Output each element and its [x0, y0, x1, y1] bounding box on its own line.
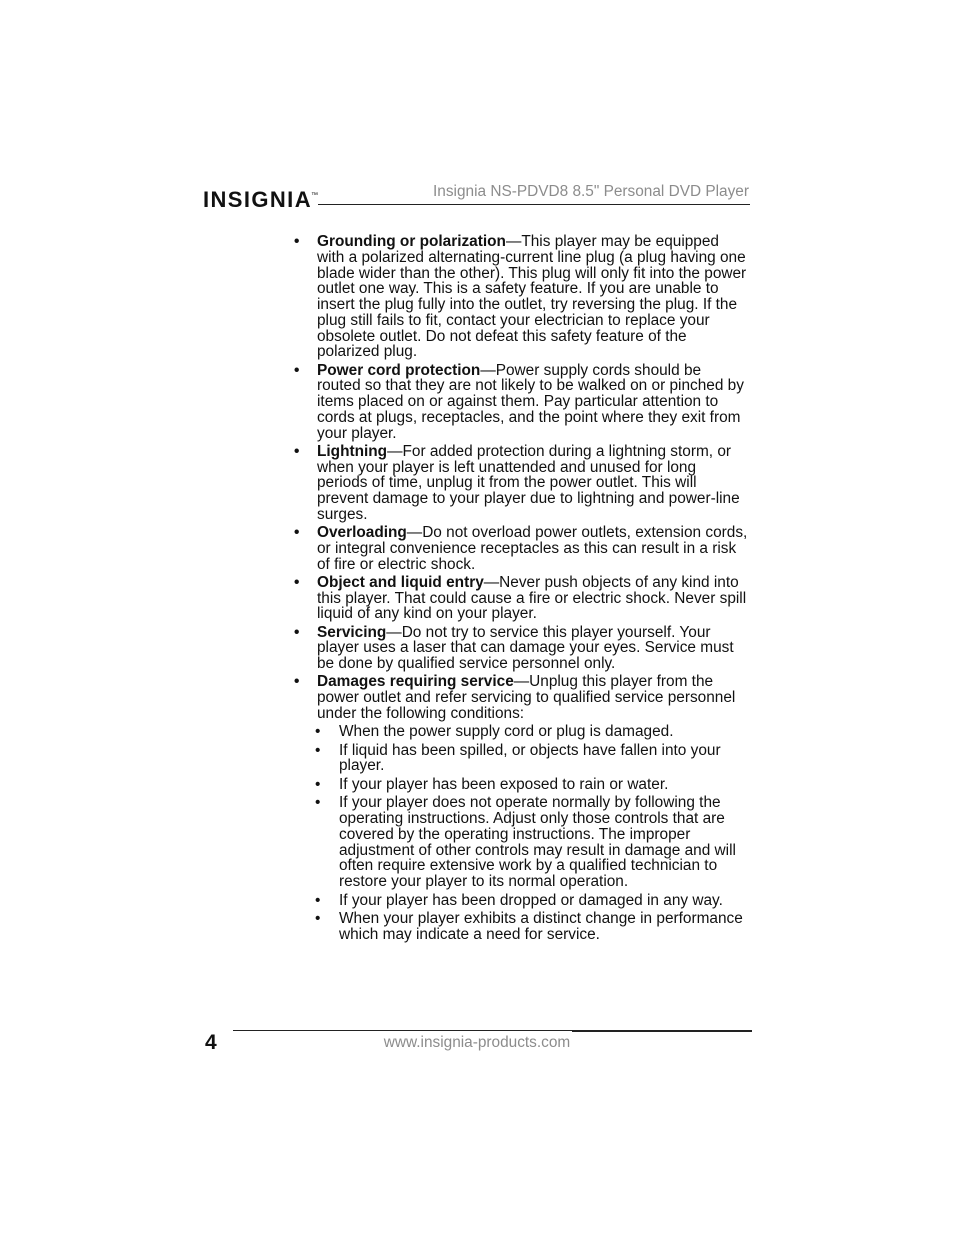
- page-number: 4: [205, 1031, 217, 1054]
- bullet-text-line: surges.: [317, 505, 368, 523]
- condition-text-line: If liquid has been spilled, or objects have fallen into your: [339, 741, 721, 759]
- bullet-term: Overloading: [317, 524, 407, 541]
- bullet-first-line: [317, 234, 754, 250]
- bullet-lead-text: —For added protection during a lightning storm, or: [387, 442, 732, 460]
- bullet-lead-text: —Do not overload power outlets, extension cords,: [406, 524, 748, 541]
- bullet-text-line: power outlet and refer servicing to qualified service personnel: [317, 689, 736, 706]
- bullet-icon: •: [294, 524, 300, 541]
- bullet-text-line: be done by qualified service personnel only.: [317, 655, 616, 672]
- condition-item: [315, 795, 754, 890]
- bullet-grounding-or-polarization: [294, 234, 754, 360]
- bullet-term: Lightning: [317, 442, 388, 460]
- bullet-object-and-liquid-entry: [294, 575, 754, 622]
- bullet-icon: •: [294, 573, 300, 591]
- bullet-lightning: [294, 444, 754, 523]
- bullet-text-line: of fire or electric shock.: [317, 555, 476, 573]
- bullet-icon: •: [315, 794, 321, 812]
- condition-item: [315, 777, 754, 793]
- condition-text-line: often require extensive work by a qualified technician to: [339, 857, 718, 875]
- bullet-text-line: outlet one way. This is a safety feature. If you are unable to: [317, 280, 719, 298]
- condition-text-line: which may indicate a need for service.: [339, 925, 600, 943]
- condition-list: [315, 724, 754, 943]
- bullet-icon: •: [315, 891, 321, 909]
- header-divider: [318, 204, 750, 205]
- bullet-text-line: this player. That could cause a fire or electric shock. Never spill: [317, 589, 747, 607]
- bullet-icon: •: [315, 775, 321, 793]
- trademark-symbol: ™: [311, 192, 318, 199]
- running-header-title: Insignia NS-PDVD8 8.5" Personal DVD Player: [433, 183, 749, 200]
- bullet-text-line: obsolete outlet. Do not defeat this safety feature of the: [317, 327, 687, 345]
- bullet-power-cord-protection: [294, 363, 754, 442]
- condition-item: [315, 724, 754, 740]
- condition-text-line: If your player has been exposed to rain or water.: [339, 775, 669, 793]
- condition-text-line: If your player does not operate normally by following the: [339, 794, 721, 812]
- bullet-text-line: or integral convenience receptacles as this can result in a risk: [317, 539, 737, 557]
- bullet-text-line: when your player is left unattended and unused for long: [317, 458, 697, 476]
- bullet-first-line: [317, 575, 754, 591]
- bullet-term: Object and liquid entry: [317, 573, 484, 591]
- condition-text-line: covered by the operating instructions. The improper: [339, 825, 691, 843]
- bullet-text-line: liquid of any kind on your player.: [317, 605, 537, 623]
- bullet-text-line: player uses a laser that can damage your eyes. Service must: [317, 639, 734, 657]
- bullet-lead-text: —This player may be equipped: [505, 233, 719, 250]
- bullet-term: Servicing: [317, 623, 387, 641]
- bullet-icon: •: [315, 741, 321, 759]
- bullet-icon: •: [294, 361, 300, 379]
- condition-text-line: restore your player to its normal operation.: [339, 873, 629, 891]
- bullet-text-line: insert the plug fully into the outlet, try reversing the plug. If the: [317, 296, 738, 313]
- bullet-text-line: blade wider than the other). This plug will only fit into the power: [317, 264, 747, 282]
- bullet-text-line: polarized plug.: [317, 343, 418, 361]
- bullet-term: Power cord protection: [317, 361, 481, 379]
- bullet-first-line: [317, 363, 754, 379]
- condition-item: [315, 911, 754, 943]
- bullet-lead-text: —Do not try to service this player yourself. Your: [386, 623, 711, 641]
- bullet-icon: •: [315, 910, 321, 928]
- condition-item: [315, 743, 754, 775]
- condition-text-line: player.: [339, 757, 385, 775]
- safety-instructions-list: [294, 234, 754, 943]
- bullet-text-line: plug still fails to fit, contact your electrician to replace your: [317, 311, 710, 329]
- condition-item: [315, 893, 754, 909]
- bullet-overloading: [294, 525, 754, 572]
- bullet-lead-text: —Power supply cords should be: [480, 361, 702, 379]
- bullet-first-line: [317, 525, 754, 541]
- bullet-text-line: periods of time, unplug it from the power outlet. This will: [317, 474, 697, 492]
- bullet-text-line: prevent damage to your player due to lightning and power-line: [317, 490, 740, 507]
- bullet-lead-text: —Never push objects of any kind into: [483, 573, 739, 591]
- bullet-icon: •: [294, 442, 300, 460]
- condition-text-line: If your player has been dropped or damaged in any way.: [339, 891, 723, 909]
- bullet-icon: •: [315, 723, 321, 740]
- condition-text-line: When the power supply cord or plug is damaged.: [339, 723, 674, 740]
- bullet-text-line: with a polarized alternating-current line plug (a plug having one: [317, 248, 746, 266]
- insignia-logo: [203, 184, 318, 212]
- bullet-term: Damages requiring service: [317, 673, 514, 691]
- bullet-text-line: routed so that they are not likely to be walked on or pinched by: [317, 377, 744, 395]
- bullet-servicing: [294, 625, 754, 672]
- bullet-text-line: cords at plugs, receptacles, and the point where they exit from: [317, 408, 741, 426]
- bullet-text-line: your player.: [317, 424, 397, 442]
- bullet-text-line: under the following conditions:: [317, 704, 525, 722]
- bullet-icon: •: [294, 673, 300, 691]
- bullet-lead-text: —Unplug this player from the: [513, 673, 714, 691]
- footer-divider-accent: [572, 1030, 752, 1032]
- bullet-first-line: [317, 625, 754, 641]
- bullet-term: Grounding or polarization: [317, 233, 506, 250]
- bullet-text-line: items placed on or against them. Pay particular attention to: [317, 393, 719, 410]
- condition-text-line: When your player exhibits a distinct change in performance: [339, 910, 743, 928]
- bullet-icon: •: [294, 623, 300, 641]
- bullet-damages-requiring-service: [294, 674, 754, 942]
- logo-wordmark: INSIGNIA: [203, 187, 312, 212]
- footer-website-url: www.insignia-products.com: [383, 1034, 571, 1051]
- condition-text-line: operating instructions. Adjust only those controls that are: [339, 810, 725, 828]
- bullet-icon: •: [294, 233, 300, 250]
- bullet-first-line: [317, 674, 754, 690]
- condition-text-line: adjustment of other controls may result in damage and will: [339, 841, 736, 859]
- bullet-first-line: [317, 444, 754, 460]
